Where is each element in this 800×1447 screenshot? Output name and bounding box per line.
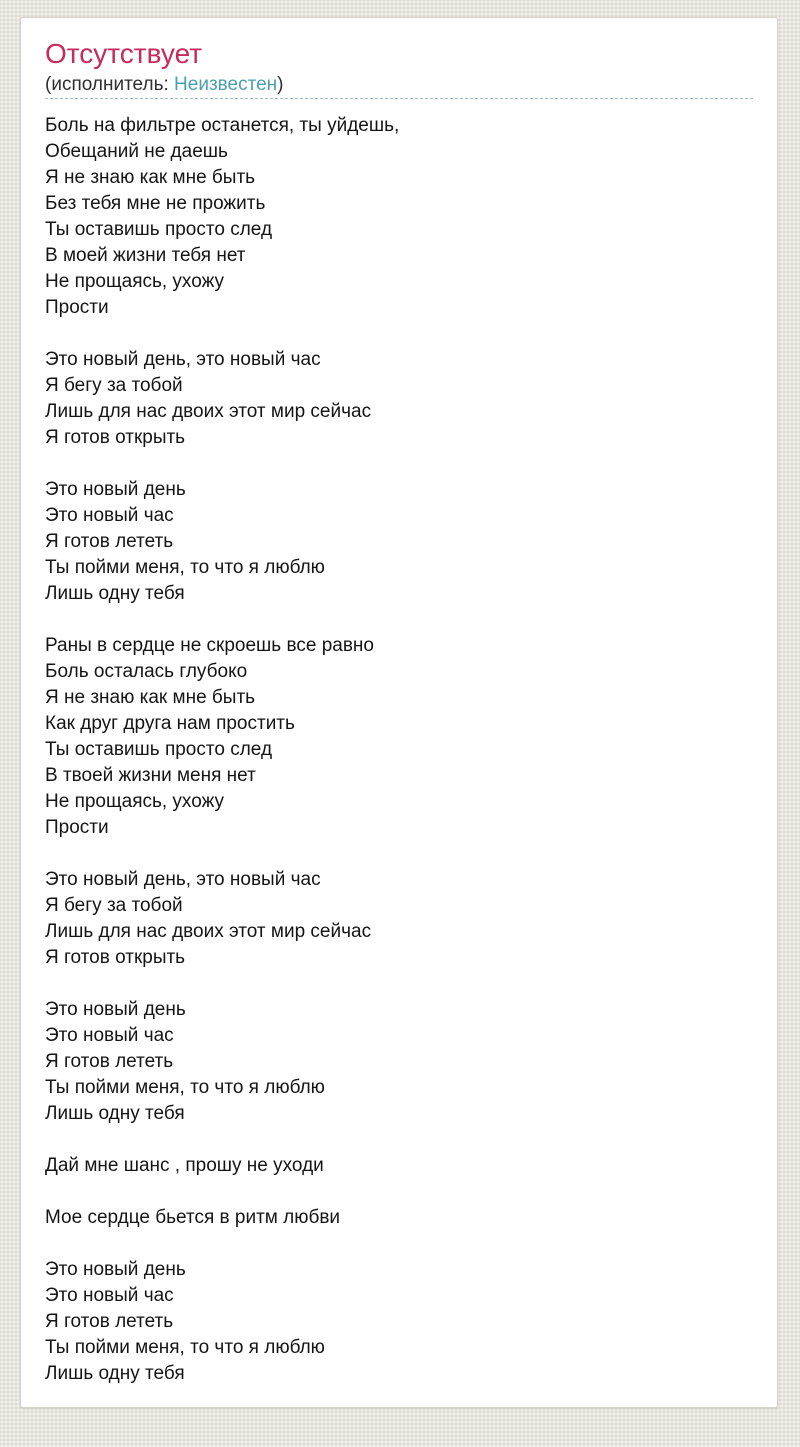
lyric-line: Прости — [45, 297, 109, 318]
lyric-line: Это новый час — [45, 505, 174, 526]
lyric-line — [45, 1231, 753, 1257]
lyric-line: Боль осталась глубоко — [45, 661, 248, 682]
lyric-line — [45, 1127, 753, 1153]
lyric-line: Это новый день — [45, 999, 186, 1020]
lyric-line: Мое сердце бьется в ритм любви — [45, 1207, 341, 1228]
lyric-line — [45, 841, 753, 867]
song-title: Отсутствует — [45, 38, 203, 69]
lyric-line: Я бегу за тобой — [45, 895, 183, 916]
lyric-line: В моей жизни тебя нет — [45, 245, 246, 266]
lyric-line: Ты оставишь просто след — [45, 219, 273, 240]
lyric-line: Раны в сердце не скроешь все равно — [45, 635, 374, 656]
lyric-line: Ты пойми меня, то что я люблю — [45, 1337, 325, 1358]
lyric-line: Боль на фильтре останется, ты уйдешь, — [45, 115, 400, 136]
lyric-line: Это новый день, это новый час — [45, 349, 321, 370]
lyric-line: Без тебя мне не прожить — [45, 193, 266, 214]
lyric-line: Я готов лететь — [45, 531, 174, 552]
lyric-line — [45, 321, 753, 347]
lyric-line: Не прощаясь, ухожу — [45, 791, 224, 812]
lyric-line: Это новый час — [45, 1025, 174, 1046]
lyric-line: Я готов открыть — [45, 947, 186, 968]
lyric-line — [45, 451, 753, 477]
lyric-line — [45, 1179, 753, 1205]
lyric-line: В твоей жизни меня нет — [45, 765, 256, 786]
lyric-line: Я готов лететь — [45, 1051, 174, 1072]
lyric-line: Я не знаю как мне быть — [45, 687, 256, 708]
lyrics — [45, 113, 753, 1387]
lyric-line: Я не знаю как мне быть — [45, 167, 256, 188]
lyric-line: Лишь для нас двоих этот мир сейчас — [45, 401, 372, 422]
lyric-line: Это новый день, это новый час — [45, 869, 321, 890]
lyric-line: Это новый час — [45, 1285, 174, 1306]
song-subtitle — [45, 73, 753, 99]
artist-label-prefix: (исполнитель: — [45, 74, 175, 95]
lyric-line — [45, 607, 753, 633]
lyric-line: Дай мне шанс , прошу не уходи — [45, 1155, 324, 1176]
lyric-line: Обещаний не даешь — [45, 141, 228, 162]
artist-link[interactable]: Неизвестен — [174, 74, 278, 95]
lyric-line: Ты оставишь просто след — [45, 739, 273, 760]
lyric-line: Я готов лететь — [45, 1311, 174, 1332]
lyrics-card — [20, 17, 778, 1408]
lyric-line: Лишь одну тебя — [45, 1363, 185, 1384]
lyric-line — [45, 971, 753, 997]
page-background — [0, 17, 800, 1447]
lyric-line: Ты пойми меня, то что я люблю — [45, 1077, 325, 1098]
lyric-line: Лишь одну тебя — [45, 583, 185, 604]
lyric-line: Лишь для нас двоих этот мир сейчас — [45, 921, 372, 942]
lyric-line: Я бегу за тобой — [45, 375, 183, 396]
lyric-line: Лишь одну тебя — [45, 1103, 185, 1124]
lyric-line: Не прощаясь, ухожу — [45, 271, 224, 292]
lyric-line: Как друг друга нам простить — [45, 713, 295, 734]
lyric-line: Это новый день — [45, 479, 186, 500]
lyric-line: Ты пойми меня, то что я люблю — [45, 557, 325, 578]
artist-label-suffix: ) — [277, 74, 284, 95]
lyric-line: Я готов открыть — [45, 427, 186, 448]
lyric-line: Это новый день — [45, 1259, 186, 1280]
lyric-line: Прости — [45, 817, 109, 838]
